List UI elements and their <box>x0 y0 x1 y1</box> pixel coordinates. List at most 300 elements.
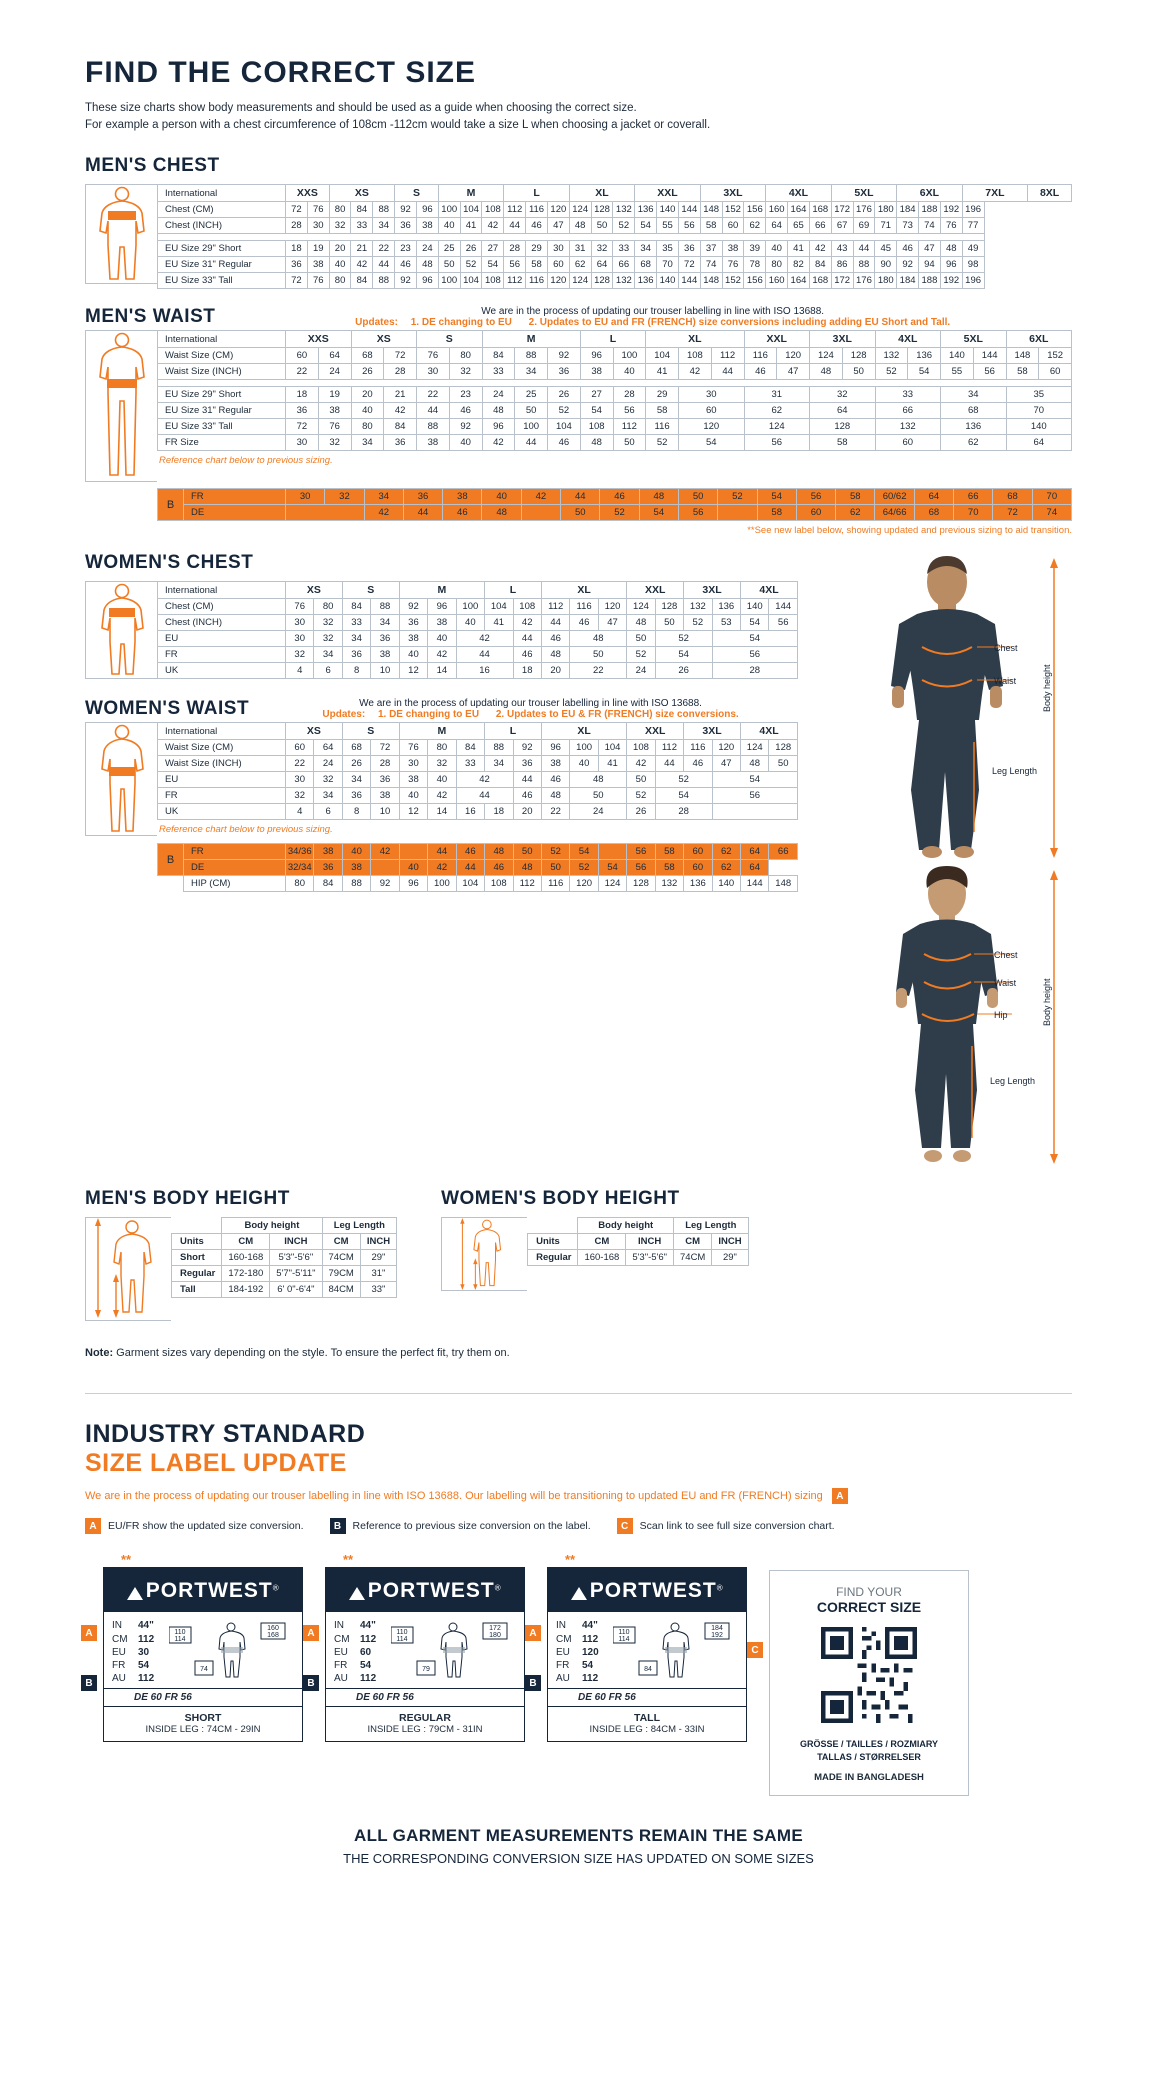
label-examples-row <box>85 1552 1072 1795</box>
cell: 26 <box>351 364 384 380</box>
tag-b-badge: B <box>158 844 184 876</box>
cell: 76 <box>417 348 450 364</box>
row-label: HIP (CM) <box>184 876 286 892</box>
col-m: M <box>438 185 503 202</box>
size-key: EU <box>556 1646 570 1658</box>
cell: 112 <box>504 202 526 218</box>
mens-body-height-block <box>85 1188 397 1321</box>
cell: 180 <box>875 202 897 218</box>
cell: 66 <box>875 403 941 419</box>
cell: 8 <box>342 663 370 679</box>
cell: 36 <box>286 257 308 273</box>
male-torso-icon <box>90 185 154 283</box>
mens-chest-title: MEN'S CHEST <box>85 155 220 177</box>
col-4xl: 4XL <box>875 331 941 348</box>
cell: 44 <box>853 241 875 257</box>
cell: 33 <box>482 364 515 380</box>
col-4xl: 4XL <box>741 582 798 599</box>
label-fit-block <box>104 1706 302 1741</box>
cell: 54 <box>580 403 613 419</box>
cell: 52 <box>460 257 482 273</box>
cell: 20 <box>329 241 351 257</box>
col-4xl: 4XL <box>741 723 798 740</box>
cell: 19 <box>307 241 329 257</box>
cell: 52 <box>718 489 757 505</box>
womens-prev-table <box>157 843 798 892</box>
cell: 64 <box>914 489 953 505</box>
cell: 58 <box>526 257 548 273</box>
cell: 33" <box>360 1282 396 1298</box>
cell: 188 <box>919 202 941 218</box>
cell: 46 <box>684 756 712 772</box>
industry-legend <box>85 1518 1072 1534</box>
cell: 42 <box>513 615 541 631</box>
cell: 24 <box>570 804 627 820</box>
cell: 46 <box>395 257 417 273</box>
female-mannequin <box>822 866 1072 1166</box>
table-header-row <box>158 185 1072 202</box>
col-m: M <box>399 582 484 599</box>
cell: 41 <box>598 756 626 772</box>
cell: 94 <box>919 257 941 273</box>
cell: 30 <box>286 615 314 631</box>
cell: 32/34 <box>286 860 314 876</box>
cell: 34 <box>373 218 395 234</box>
cell: 56 <box>973 364 1006 380</box>
qr-code-icon[interactable] <box>821 1627 917 1723</box>
cell: 116 <box>744 348 777 364</box>
table-header-row <box>172 1218 397 1234</box>
row-label: FR <box>158 647 286 663</box>
cell: 192 <box>940 273 962 289</box>
cell: 42 <box>351 257 373 273</box>
cell: 96 <box>580 348 613 364</box>
cell: 48 <box>482 505 521 521</box>
fit-name: REGULAR <box>399 1712 451 1725</box>
cell: 116 <box>646 419 679 435</box>
cell: 36 <box>371 772 399 788</box>
brand-name: PORTWEST <box>145 1579 273 1603</box>
cell: 40 <box>428 631 456 647</box>
cell: 80 <box>428 740 456 756</box>
mens-chest-block <box>85 184 1072 289</box>
table-row <box>158 403 1072 419</box>
cell: 34 <box>351 435 384 451</box>
cell: 46 <box>513 647 541 663</box>
cell: 140 <box>741 599 769 615</box>
cell: 42 <box>428 860 456 876</box>
svg-text:Waist: Waist <box>994 978 1017 989</box>
col-s: S <box>342 582 399 599</box>
cell: 34 <box>314 647 342 663</box>
cell: 124 <box>744 419 810 435</box>
cell: 176 <box>853 273 875 289</box>
cell: 32 <box>428 756 456 772</box>
size-row <box>334 1619 376 1632</box>
womens-waist-table <box>157 722 798 820</box>
cell: 50 <box>627 772 655 788</box>
cell: 21 <box>351 241 373 257</box>
cell: 128 <box>591 273 613 289</box>
cell: 184 <box>897 273 919 289</box>
cell: 39 <box>744 241 766 257</box>
cell: 38 <box>722 241 744 257</box>
cell: 62 <box>836 505 875 521</box>
cell: 48 <box>940 241 962 257</box>
cell: 100 <box>570 740 598 756</box>
col-3xl: 3XL <box>810 331 876 348</box>
cell: 29" <box>360 1250 396 1266</box>
size-row <box>556 1646 599 1659</box>
table-row-de <box>158 860 798 876</box>
cell: 64 <box>591 257 613 273</box>
size-key: IN <box>112 1620 122 1632</box>
cell: 44 <box>541 615 569 631</box>
mens-bh-figure <box>85 1217 171 1321</box>
cell: 30 <box>286 435 319 451</box>
womens-bh-figure <box>441 1217 527 1291</box>
cell: 66 <box>769 844 798 860</box>
cell: 47 <box>598 615 626 631</box>
cell: 44 <box>373 257 395 273</box>
size-row <box>556 1672 599 1685</box>
cell: 120 <box>547 273 569 289</box>
table-row <box>528 1250 749 1266</box>
table-row <box>158 647 798 663</box>
size-value: 30 <box>138 1646 150 1658</box>
section-divider <box>85 1393 1072 1394</box>
cell: 88 <box>342 876 370 892</box>
svg-text:110: 110 <box>618 1629 630 1637</box>
row-label: EU Size 31" Regular <box>158 403 286 419</box>
cell: 132 <box>875 348 908 364</box>
footnote-text: Garment sizes vary depending on the style. To ensure the perfect fit, try them on. <box>113 1347 510 1360</box>
label-stars: ** <box>565 1552 576 1568</box>
cell: 144 <box>769 599 798 615</box>
cell: 36 <box>342 788 370 804</box>
cell: 54 <box>712 631 797 647</box>
svg-text:168: 168 <box>266 1632 279 1640</box>
table-row <box>158 788 798 804</box>
cell: 28 <box>286 218 308 234</box>
cell: 44 <box>456 647 513 663</box>
cell: 136 <box>635 273 657 289</box>
size-row <box>112 1659 154 1672</box>
cell: 58 <box>836 489 875 505</box>
cell: 48 <box>580 435 613 451</box>
cell: 60 <box>684 860 712 876</box>
cell: 29 <box>646 387 679 403</box>
label-figure <box>159 1619 296 1685</box>
industry-title-2: SIZE LABEL UPDATE <box>85 1449 347 1478</box>
cell: 52 <box>570 860 598 876</box>
cell: 54 <box>741 615 769 631</box>
intro-text <box>85 100 1072 133</box>
cell: 54 <box>482 257 504 273</box>
cell: 116 <box>526 202 548 218</box>
cell: 74 <box>919 218 941 234</box>
cell: 76 <box>307 273 329 289</box>
table-header-row <box>158 723 798 740</box>
cell: 46 <box>449 403 482 419</box>
industry-update-text: We are in the process of updating our trouser labelling in line with ISO 13688. Our labelling will be transitioning to updated EU and FR (FRENCH) sizing <box>85 1490 823 1503</box>
qr-footer-2: TALLAS / STØRRELSER <box>817 1751 921 1762</box>
cell: 38 <box>307 257 329 273</box>
cell: 21 <box>384 387 417 403</box>
cell: 60 <box>286 740 314 756</box>
cell: 68 <box>635 257 657 273</box>
size-key: FR <box>112 1659 126 1671</box>
cell: 38 <box>371 788 399 804</box>
womens-prev-sizing-block <box>85 843 798 892</box>
cell: 62 <box>744 218 766 234</box>
cell: 104 <box>598 740 626 756</box>
col-xs: XS <box>351 331 417 348</box>
cell: 88 <box>485 740 513 756</box>
cell: 120 <box>712 740 740 756</box>
mens-body-height-title: MEN'S BODY HEIGHT <box>85 1188 290 1210</box>
cell: 36 <box>395 218 417 234</box>
cell: 40 <box>482 489 521 505</box>
label-box <box>547 1567 747 1742</box>
cell: 62 <box>941 435 1007 451</box>
qr-line-1: FIND YOUR <box>836 1585 902 1600</box>
cell: INCH <box>626 1234 674 1250</box>
cell: 5'7"-5'11" <box>270 1266 322 1282</box>
cell: 30 <box>679 387 745 403</box>
svg-text:Body height: Body height <box>1042 978 1052 1027</box>
cell: 88 <box>853 257 875 273</box>
cell: 56 <box>796 489 835 505</box>
cell: 30 <box>417 364 450 380</box>
cell: 44 <box>403 505 442 521</box>
cell: 32 <box>314 631 342 647</box>
size-value: 44" <box>360 1620 376 1632</box>
womens-waist-figure <box>85 722 157 836</box>
cell: 56 <box>712 788 797 804</box>
cell: 136 <box>941 419 1007 435</box>
table-row <box>158 772 798 788</box>
cell: 58 <box>655 844 683 860</box>
cell: 84 <box>314 876 342 892</box>
cell: 108 <box>679 348 712 364</box>
cell: 70 <box>1032 489 1071 505</box>
badge-b: B <box>330 1518 346 1534</box>
cell: 42 <box>371 844 399 860</box>
mens-prev-sizing-block <box>85 488 1072 521</box>
cell: 34 <box>485 756 513 772</box>
cell: 56 <box>678 218 700 234</box>
table-row <box>158 663 798 679</box>
row-label: EU Size 33" Tall <box>158 273 286 289</box>
cell: 62 <box>712 860 740 876</box>
cell: 180 <box>875 273 897 289</box>
cell: 148 <box>700 273 722 289</box>
col-8xl: 8XL <box>1028 185 1072 202</box>
size-list <box>556 1619 599 1685</box>
cell: 84 <box>384 419 417 435</box>
cell: 100 <box>438 202 460 218</box>
svg-text:Waist: Waist <box>994 676 1017 687</box>
cell: 36 <box>342 647 370 663</box>
qr-card[interactable] <box>769 1570 969 1795</box>
label-box <box>325 1567 525 1742</box>
cell: 42 <box>809 241 831 257</box>
cell: 40 <box>766 241 788 257</box>
industry-title-1: INDUSTRY STANDARD <box>85 1420 366 1449</box>
cell: 64 <box>314 740 342 756</box>
cell: 43 <box>831 241 853 257</box>
row-label: UK <box>158 804 286 820</box>
cell: 40 <box>342 844 370 860</box>
cell: 120 <box>679 419 745 435</box>
cell: 28 <box>613 387 646 403</box>
cell: 92 <box>371 876 399 892</box>
svg-text:Body height: Body height <box>1042 664 1052 713</box>
col-xxl: XXL <box>635 185 700 202</box>
cell: 112 <box>504 273 526 289</box>
cell: INCH <box>360 1234 396 1250</box>
cell: 74 <box>1032 505 1071 521</box>
cell: 56 <box>678 505 717 521</box>
update-lead: We are in the process of updating our trouser labelling in line with ISO 13688. <box>481 306 825 318</box>
svg-text:84: 84 <box>643 1666 652 1674</box>
mens-chest-figure <box>85 184 157 284</box>
industry-update-line <box>85 1488 1072 1504</box>
cell: 14 <box>428 804 456 820</box>
cell: 188 <box>919 273 941 289</box>
cell: 84 <box>342 599 370 615</box>
cell: 164 <box>788 273 810 289</box>
cell: 128 <box>591 202 613 218</box>
cell: 6' 0"-6'4" <box>270 1282 322 1298</box>
mannequin-column <box>822 552 1072 1166</box>
size-key: CM <box>556 1633 572 1645</box>
cell: 44 <box>513 631 541 647</box>
cell: 128 <box>769 740 798 756</box>
cell: 48 <box>513 860 541 876</box>
see-new-label-note: **See new label below, showing updated and previous sizing to aid transition. <box>747 525 1072 537</box>
units-label: Units <box>172 1234 222 1250</box>
row-label: EU Size 31" Regular <box>158 257 286 273</box>
footnote <box>85 1347 1072 1359</box>
cell: 96 <box>399 876 427 892</box>
cell: 82 <box>788 257 810 273</box>
cell: 46 <box>570 615 598 631</box>
label-card-regular <box>307 1552 525 1742</box>
cell: 34 <box>314 788 342 804</box>
cell: 41 <box>485 615 513 631</box>
mens-waist-title: MEN'S WAIST <box>85 306 216 328</box>
cell: 30 <box>547 241 569 257</box>
cell: 48 <box>741 756 769 772</box>
row-label: UK <box>158 663 286 679</box>
cell: 132 <box>875 419 941 435</box>
cell: 140 <box>657 202 679 218</box>
cell: 36 <box>286 403 319 419</box>
table-row <box>158 364 1072 380</box>
cell: 112 <box>513 876 541 892</box>
cell: 50 <box>842 364 875 380</box>
svg-text:114: 114 <box>618 1636 630 1644</box>
cell: 52 <box>600 505 639 521</box>
cell: 28 <box>384 364 417 380</box>
cell: 74CM <box>322 1250 360 1266</box>
row-label: Chest (CM) <box>158 599 286 615</box>
cell: 52 <box>646 435 679 451</box>
table-row <box>158 257 1072 273</box>
cell: 42 <box>428 788 456 804</box>
cell: 38 <box>580 364 613 380</box>
cell: 96 <box>482 419 515 435</box>
cell: 168 <box>809 273 831 289</box>
size-key: AU <box>556 1673 570 1685</box>
cell: 136 <box>908 348 941 364</box>
cell: 140 <box>1006 419 1072 435</box>
badge-c-marker: C <box>747 1642 763 1658</box>
cell: 116 <box>684 740 712 756</box>
cell: 84CM <box>322 1282 360 1298</box>
cell: 47 <box>547 218 569 234</box>
cell: 42 <box>456 772 513 788</box>
male-full-body-icon <box>90 331 154 481</box>
cell: 112 <box>613 419 646 435</box>
table-row <box>172 1250 397 1266</box>
cell: 172 <box>831 202 853 218</box>
col-body-height: Body height <box>222 1218 322 1234</box>
col-xs: XS <box>286 723 343 740</box>
size-row <box>334 1646 376 1659</box>
cell: 34 <box>515 364 548 380</box>
mens-chest-table <box>157 184 1072 289</box>
svg-text:110: 110 <box>395 1629 408 1637</box>
cell: 120 <box>547 202 569 218</box>
cell: 172 <box>831 273 853 289</box>
cell: 72 <box>286 273 308 289</box>
cell: 84 <box>351 273 373 289</box>
cell: 46 <box>744 364 777 380</box>
cell: 38 <box>428 615 456 631</box>
table-row <box>158 599 798 615</box>
cell: 92 <box>395 273 417 289</box>
cell: 40 <box>438 218 460 234</box>
cell: 60 <box>679 403 745 419</box>
update-label: Updates: <box>355 317 398 329</box>
cell: 112 <box>711 348 744 364</box>
cell: 52 <box>627 788 655 804</box>
cell: 108 <box>485 876 513 892</box>
label-stars: ** <box>121 1552 132 1568</box>
row-label: EU <box>158 772 286 788</box>
label-figure <box>604 1619 740 1685</box>
cell: 42 <box>482 435 515 451</box>
cell: 79CM <box>322 1266 360 1282</box>
svg-text:180: 180 <box>488 1632 501 1640</box>
size-value: 112 <box>138 1633 155 1645</box>
cell: 31" <box>360 1266 396 1282</box>
cell: 66 <box>954 489 993 505</box>
cell: 124 <box>569 273 591 289</box>
row-label: EU <box>158 631 286 647</box>
cell: 19 <box>318 387 351 403</box>
cell: 34/36 <box>286 844 314 860</box>
update-lead: We are in the process of updating our trouser labelling in line with ISO 13688. <box>359 698 702 710</box>
cell: 48 <box>482 403 515 419</box>
cell: 50 <box>678 489 717 505</box>
table-row <box>528 1234 749 1250</box>
female-full-body-icon <box>93 723 151 835</box>
cell: 40 <box>399 647 427 663</box>
